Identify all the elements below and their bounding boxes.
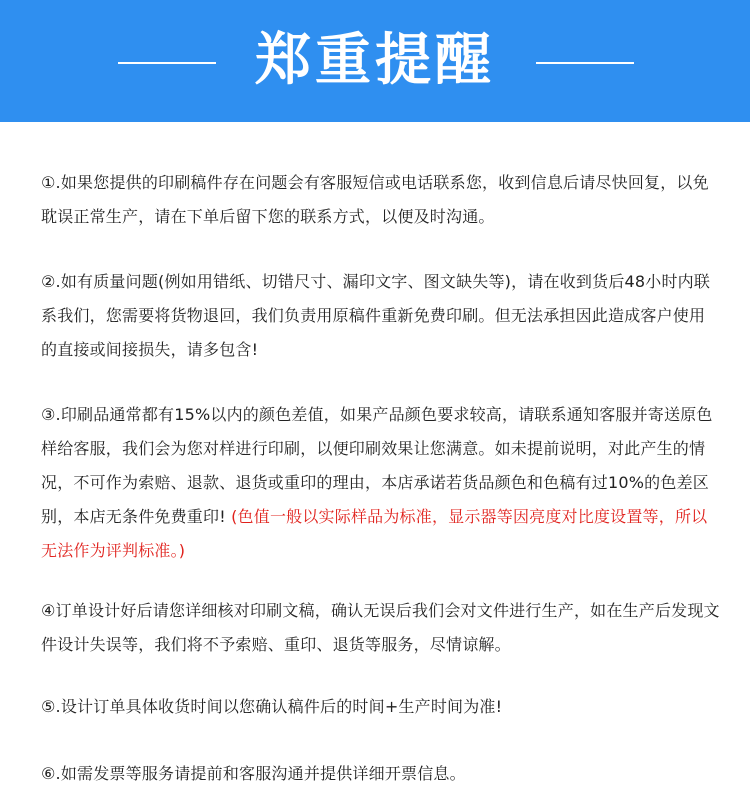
page-title: 郑重提醒 [255,28,495,93]
notice-item-4 [41,594,721,662]
notice-item-6-text: ⑥.如需发票等服务请提前和客服沟通并提供详细开票信息。 [41,764,466,783]
notice-item-3-text: ③.印刷品通常都有15%以内的颜色差值，如果产品颜色要求较高，请联系通知客服并寄送原色样给客服，我们会为您对样进行印刷，以便印刷效果让您满意。如未提前说明，对此产生的情况，不可作为索赔、退款、退货或重印的理由，本店承诺若货品颜色和色稿有过10%的色差区别，本店无条件免费重印! [41,405,713,526]
notice-item-2-text: ②.如有质量问题(例如用错纸、切错尺寸、漏印文字、图文缺失等)，请在收到货后48小时内联系我们，您需要将货物退回，我们负责用原稿件重新免费印刷。但无法承担因此造成客户使用的直接或间接损失，请多包含! [41,272,711,359]
notice-item-2 [41,265,721,367]
notice-item-3 [41,398,721,568]
header-banner [0,0,750,122]
header-divider-right [536,62,634,64]
notice-item-1 [41,166,721,234]
notice-item-5-text: ⑤.设计订单具体收货时间以您确认稿件后的时间+生产时间为准! [41,697,503,716]
notice-item-6 [41,757,721,791]
notice-item-5 [41,690,721,724]
notice-item-1-text: ①.如果您提供的印刷稿件存在问题会有客服短信或电话联系您，收到信息后请尽快回复，以免耽误正常生产，请在下单后留下您的联系方式，以便及时沟通。 [41,173,709,226]
notice-item-4-text: ④订单设计好后请您详细核对印刷文稿，确认无误后我们会对文件进行生产，如在生产后发现文件设计失误等，我们将不予索赔、重印、退货等服务，尽情谅解。 [41,601,720,654]
notice-item-3-highlight: (色值一般以实际样品为标准，显示器等因亮度对比度设置等，所以无法作为评判标准。) [41,507,708,560]
